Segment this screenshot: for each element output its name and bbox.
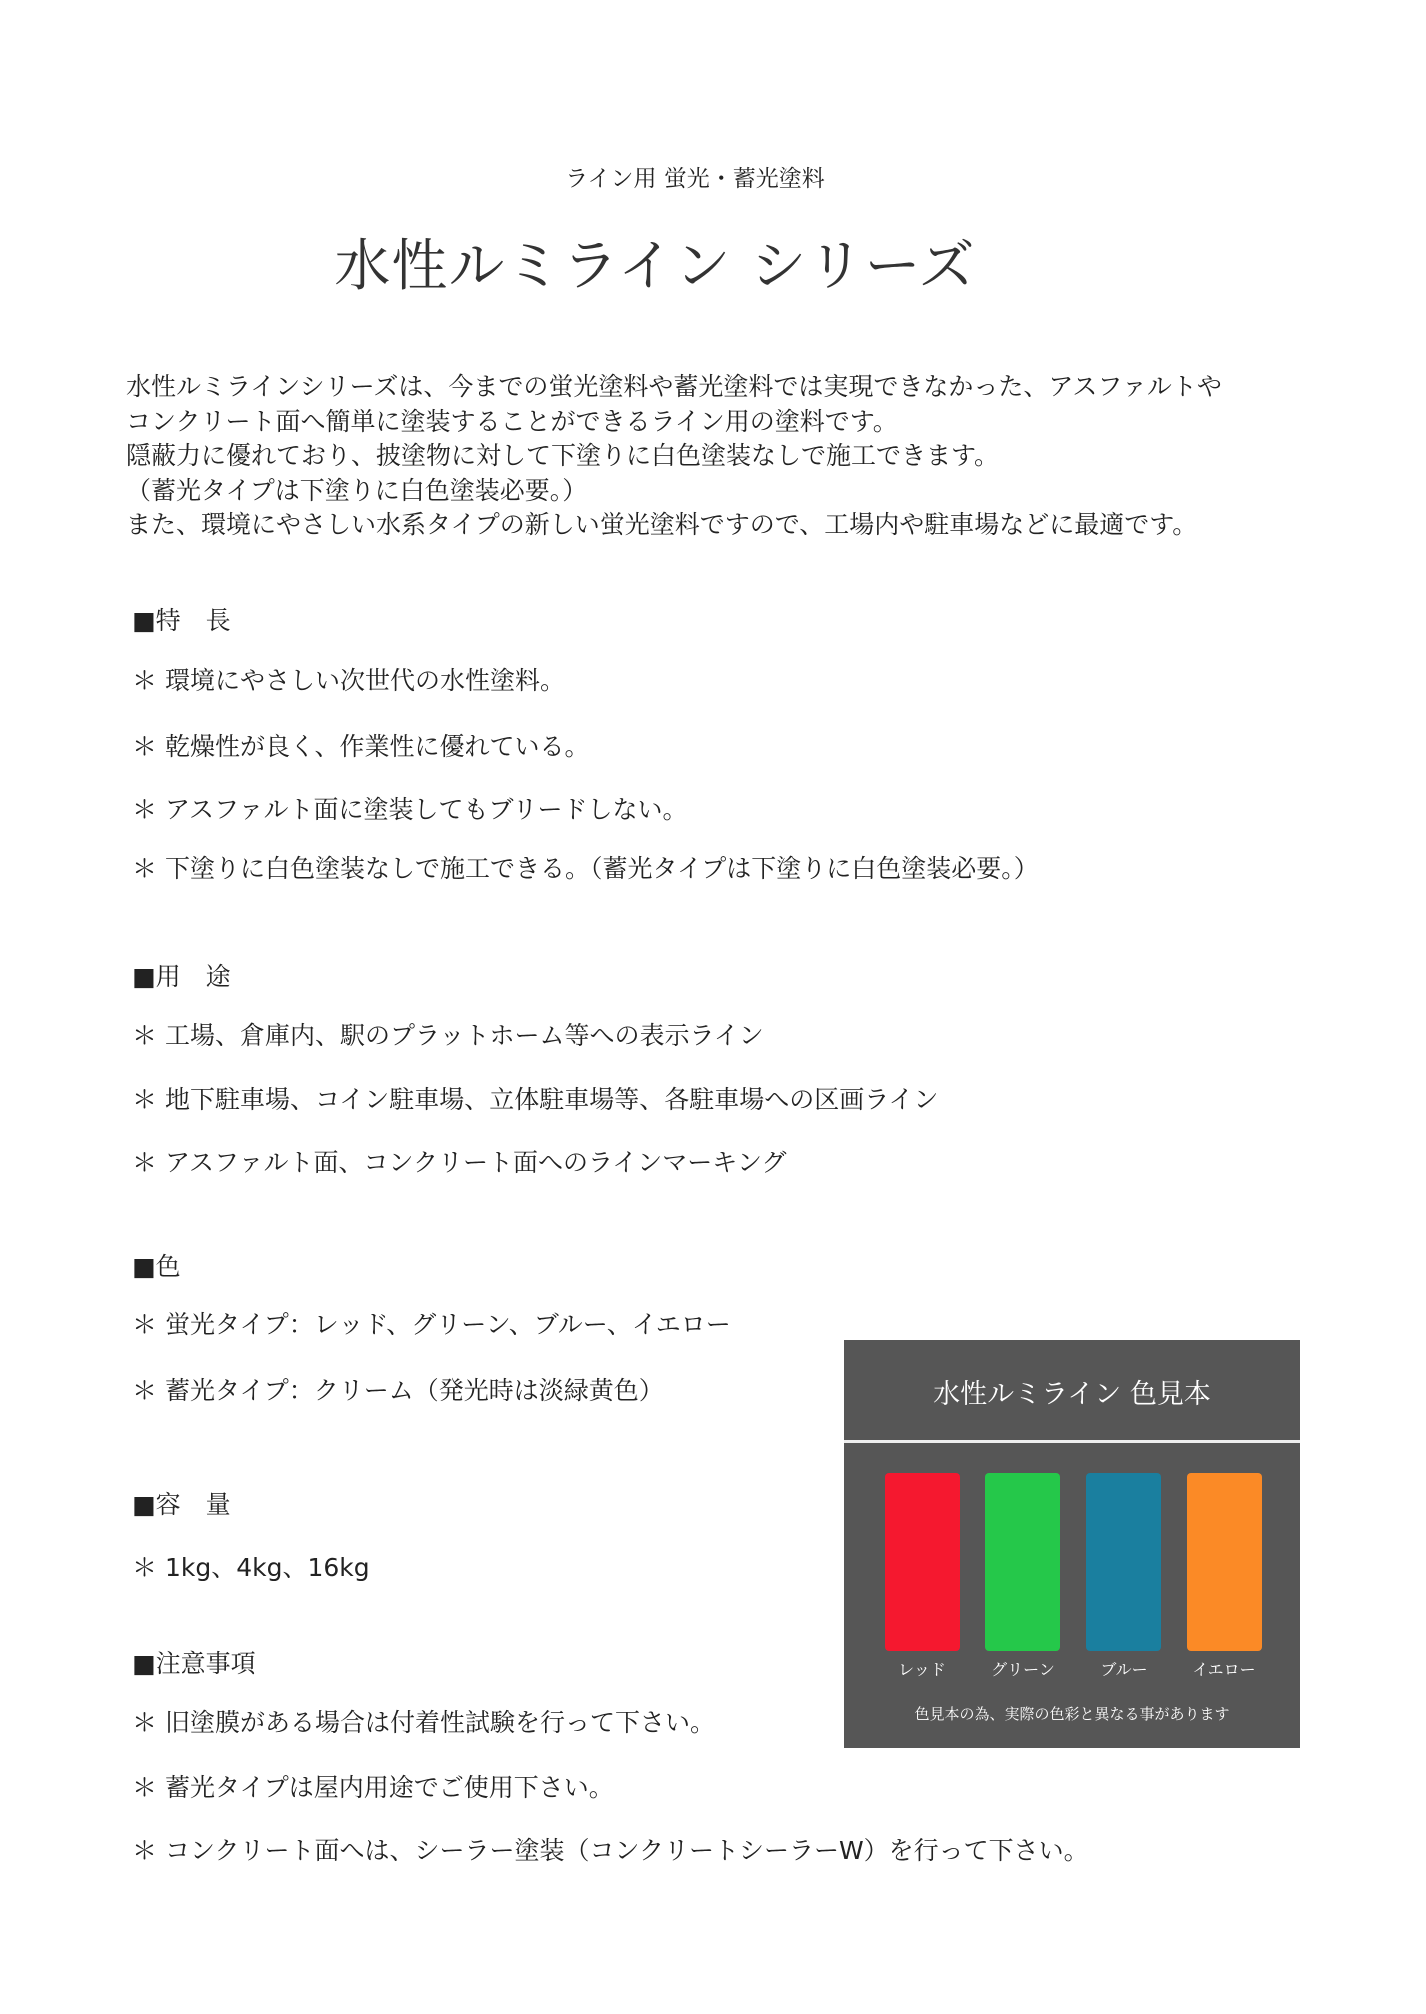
color-item: ＊ 蓄光タイプ：クリーム（発光時は淡緑黄色）: [132, 1376, 664, 1405]
swatch-red: [885, 1473, 960, 1651]
use-item: ＊ 地下駐車場、コイン駐車場、立体駐車場等、各駐車場への区画ライン: [132, 1085, 939, 1114]
notes-heading: ■注意事項: [132, 1649, 256, 1678]
swatch-green: [985, 1473, 1060, 1651]
features-heading: ■特 長: [132, 606, 231, 635]
feature-item: ＊ 環境にやさしい次世代の水性塗料。: [132, 666, 565, 695]
capacity-item: ＊ 1kg、4kg、16kg: [132, 1553, 370, 1582]
swatch-label: グリーン: [991, 1660, 1055, 1679]
color-card-caption: 色見本の為、実際の色彩と異なる事があります: [914, 1705, 1230, 1723]
note-item: ＊ 蓄光タイプは屋内用途でご使用下さい。: [132, 1773, 614, 1802]
color-card-title: 水性ルミライン 色見本: [933, 1379, 1211, 1410]
colors-heading: ■色: [132, 1252, 181, 1281]
note-item: ＊ 旧塗膜がある場合は付着性試験を行って下さい。: [132, 1708, 715, 1737]
feature-item: ＊ 乾燥性が良く、作業性に優れている。: [132, 732, 590, 761]
intro-line: コンクリート面へ簡単に塗装することができるライン用の塗料です。: [126, 406, 898, 436]
intro-line: 水性ルミラインシリーズは、今までの蛍光塗料や蓄光塗料では実現できなかった、アスファルトや: [126, 372, 1222, 401]
swatch-label: レッド: [898, 1660, 946, 1679]
swatch-blue: [1086, 1473, 1161, 1651]
color-sample-card: [844, 1340, 1300, 1748]
swatch-label: イエロー: [1192, 1660, 1256, 1679]
swatch-yellow: [1187, 1473, 1262, 1651]
color-item: ＊ 蛍光タイプ：レッド、グリーン、ブルー、イエロー: [132, 1310, 731, 1339]
intro-paragraph: [126, 370, 1222, 543]
swatch-label: ブルー: [1100, 1660, 1148, 1679]
use-item: ＊ アスファルト面、コンクリート面へのラインマーキング: [132, 1148, 787, 1177]
capacity-heading: ■容 量: [132, 1490, 231, 1519]
intro-line: 隠蔽力に優れており、披塗物に対して下塗りに白色塗装なしで施工できます。: [126, 441, 1000, 470]
subtitle: ライン用 蛍光・蓄光塗料: [565, 166, 825, 192]
feature-item: ＊ アスファルト面に塗装してもブリードしない。: [132, 795, 688, 824]
use-item: ＊ 工場、倉庫内、駅のプラットホーム等への表示ライン: [132, 1021, 764, 1050]
divider: [844, 1440, 1300, 1443]
intro-line: （蓄光タイプは下塗りに白色塗装必要。）: [126, 475, 588, 505]
uses-heading: ■用 途: [132, 962, 231, 991]
intro-line: また、環境にやさしい水系タイプの新しい蛍光塗料ですので、工場内や駐車場などに最適です。: [126, 510, 1198, 539]
page-title: 水性ルミライン シリーズ: [334, 234, 976, 299]
note-item: ＊ コンクリート面へは、シーラー塗装（コンクリートシーラーW）を行って下さい。: [132, 1836, 1089, 1865]
feature-item: ＊ 下塗りに白色塗装なしで施工できる。（蓄光タイプは下塗りに白色塗装必要。）: [132, 854, 1039, 883]
